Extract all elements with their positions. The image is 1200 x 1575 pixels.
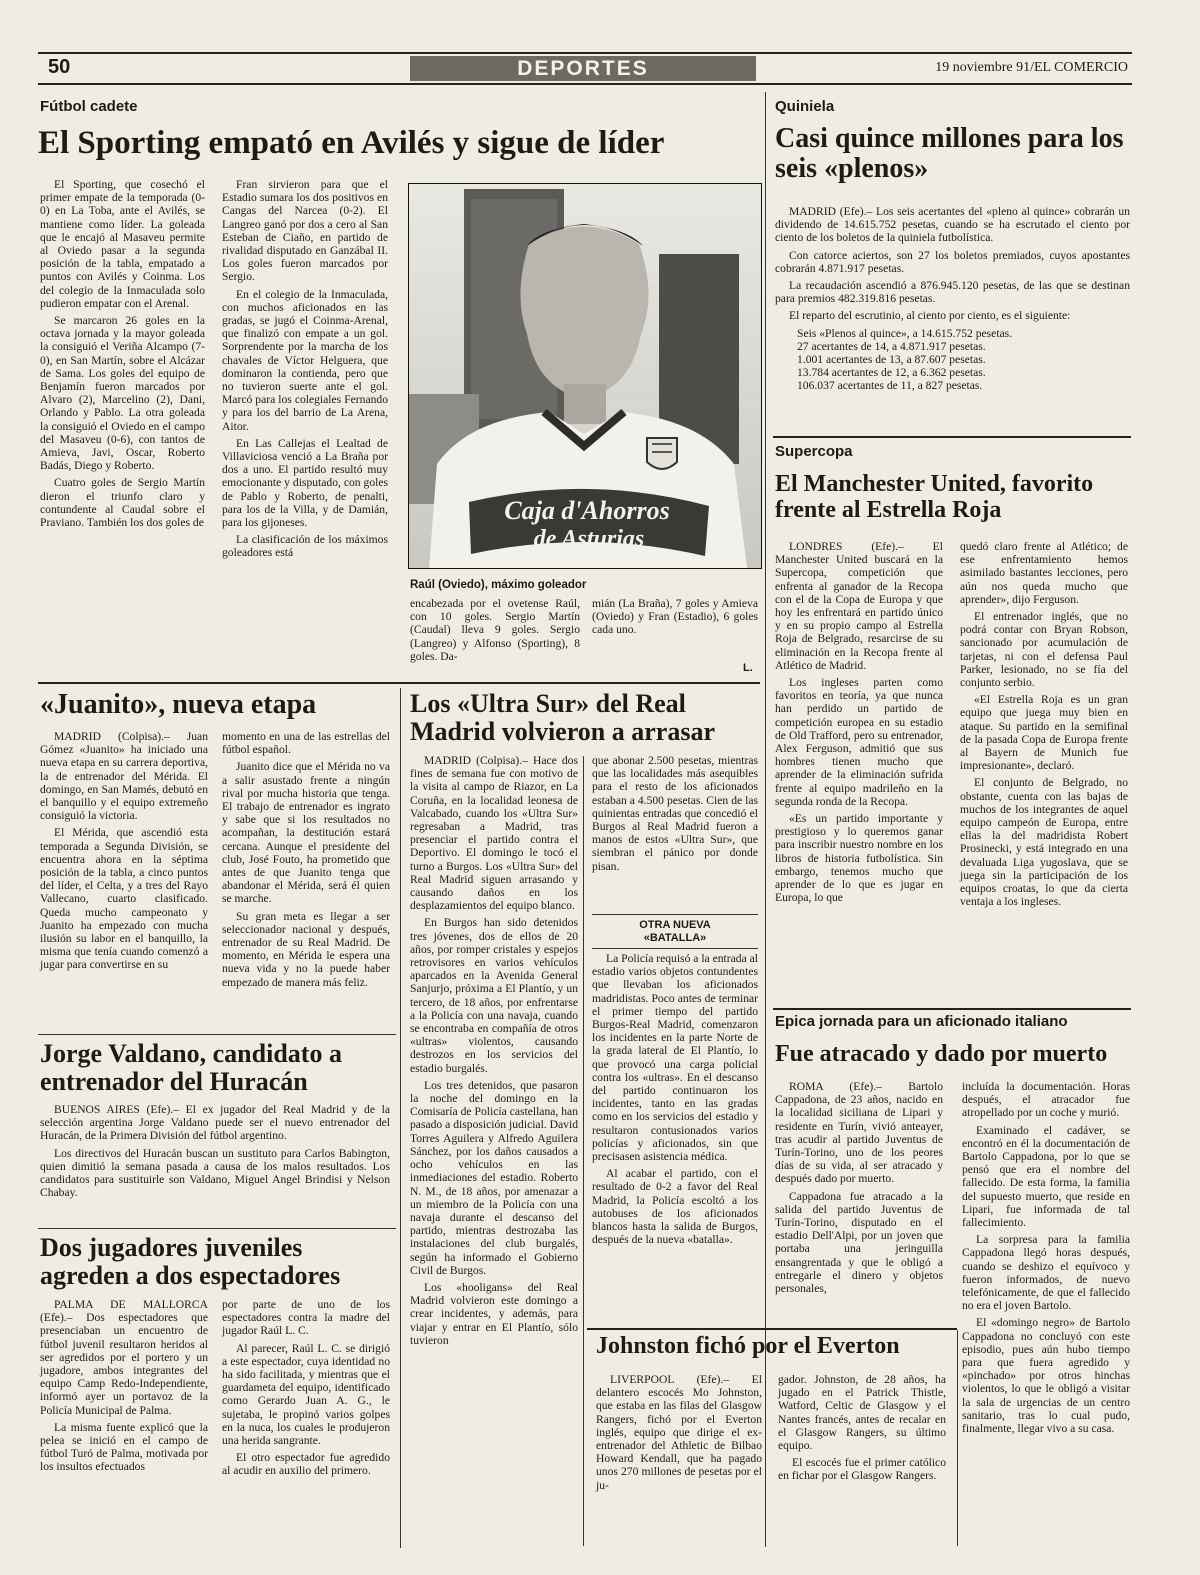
paragraph: Su gran meta es llegar a ser seleccionador nacional y después, entrenador de su Real Madrid. De momento, en Mérida le espera una nueva vida y no la puede haber empezado de manera más feliz. <box>222 909 390 989</box>
paragraph: Cuatro goles de Sergio Martín dieron el triunfo claro y contundente al Caudal sobre el Praviano. También los dos goles de <box>40 476 205 530</box>
paragraph: Juanito dice que el Mérida no va a salir asustado frente a ningún rival por mucha historia que tenga. El trabajo de entrenador es ingrato y sabe que si los resultados no acompañan, la destitución estará cercana. Aunque el presidente del club, José Fouto, ha prometido que antes de que Juanito tenga que abandonar el Mérida, será él quien se marche. <box>222 760 390 906</box>
author-signature: L. <box>743 662 753 674</box>
juanito-col2 <box>222 730 390 993</box>
divider <box>38 682 760 684</box>
player-photo-graphic <box>409 184 761 568</box>
ultrasur-col2-bottom <box>592 952 758 1250</box>
sponsor-text-line2: de Asturias <box>533 526 645 552</box>
roma-headline: Fue atracado y dado por muerto <box>775 1041 1108 1067</box>
paragraph: «Es un partido importante y prestigioso y lo queremos ganar para inscribir nuestro nombre en los libros de historia futbolística. Sin embargo, tenemos mucho que aprender de lo que es jugar en Europa, lo que <box>775 812 943 905</box>
paragraph: La sorpresa para la familia Cappadona llegó horas después, cuando se deshizo el equívoco y fueron informados, de nuevo telefónicamente, de que el fallecido no era el joven Bartolo. <box>962 1233 1130 1313</box>
paragraph: Los directivos del Huracán buscan un sustituto para Carlos Babington, quien dimitió la semana pasada a causa de los malos resultados. Los candidatos para sustituirle son Valdano, Miguel Angel Brindisi y Nelson Chabay. <box>40 1146 390 1200</box>
paragraph: Se marcaron 26 goles en la octava jornada y la mayor goleada la consiguió el Veriña Alcampo (7-0), en San Martín, sobre el Alcázar de Sama. Los goles del equipo de Benjamín fueron marcados por Alvaro (2), Marcelino (2), Dani, Orlando y Pablo. La otra goleada la consiguió el Oviedo en el campo del Masaveu (0-6), con tantos de Amieva, Javi, Oscar, Roberto Badás, Diego y Roberto. <box>40 314 205 473</box>
divider <box>38 1228 396 1229</box>
player-photo <box>408 183 762 569</box>
list-item: Seis «Plenos al quince», a 14.615.752 pesetas. <box>797 326 1013 340</box>
paragraph: El «domingo negro» de Bartolo Cappadona no concluyó con este episodio, pues aún hubo tiempo para que fuera agredido y «pinchado» por otros hinchas violentos, lo que le obligó a visitar la sala de urgencias de un centro sanitario, tras lo cual pudo, finalmente, llegar vivo a su casa. <box>962 1316 1130 1436</box>
supercopa-col2 <box>960 540 1128 912</box>
paragraph: Los «hooligans» del Real Madrid volvieron este domingo a crear incidentes, y además, para viajar y entrar en El Plantío, sólo tuvieron <box>410 1280 578 1347</box>
section-title: DEPORTES <box>410 56 756 81</box>
paragraph: En Las Callejas el Lealtad de Villaviciosa venció a La Braña por dos a uno. El partido resultó muy emocionante y disputado, con goles de Pablo y Roberto, de penalti, para los de la Villa, y de Damián, para los gijoneses. <box>222 436 388 530</box>
paragraph: por parte de uno de los espectadores contra la madre del jugador Raúl L. C. <box>222 1298 390 1338</box>
list-item: 27 acertantes de 14, a 4.871.917 pesetas. <box>797 339 986 353</box>
paragraph: ROMA (Efe).– Bartolo Cappadona, de 23 años, nacido en la localidad siciliana de Lipari y residente en Turín, vivió anteayer, tras acudir al partido Juventus de Turín-Torino, uno de los peores días de su vida, al ser atracado y después dado por muerto. <box>775 1080 943 1186</box>
paragraph: El Sporting, que cosechó el primer empate de la temporada (0-0) en La Toba, ante el Avilés, se mantiene como líder. La goleada que le encajó al Masaveu permite al Oviedo pasar a la segunda posición de la tabla, empatado a puntos con Avilés y Coinma. Los del colegio de la Inmaculada solo pudieron empatar con el Arenal. <box>40 178 205 310</box>
subhead-line: OTRA NUEVA <box>639 919 711 931</box>
column-divider <box>583 756 584 1546</box>
juanito-col1 <box>40 730 208 976</box>
supercopa-headline: El Manchester United, favorito frente al Estrella Roja <box>775 471 1094 523</box>
subhead-line: «BATALLA» <box>643 932 707 944</box>
roma-kicker: Epica jornada para un aficionado italiano <box>775 1013 1068 1030</box>
quiniela-kicker: Quiniela <box>775 98 835 115</box>
paragraph: incluída la documentación. Horas después, el atracador fue atropellado por un coche y murió. <box>962 1080 1130 1120</box>
paragraph: encabezada por el ovetense Raúl, con 10 goles. Sergio Martín (Caudal) lleva 9 goles. Sergio (Langreo) y Alfonso (Sporting), 8 goles. Da- <box>410 597 580 663</box>
paragraph: La recaudación ascendió a 876.945.120 pesetas, de las que se destinan para premios 482.319.816 pesetas. <box>775 279 1130 306</box>
paragraph: LONDRES (Efe).– El Manchester United buscará en la Supercopa, competición que enfrenta al ganador de la Recopa con el de la Copa de Europa y que hoy les enfrentará en partido único y en su propio campo al Estrella Roja de Belgrado, resarcirse de su eliminación en la Recopa frente al Atlético de Madrid. <box>775 540 943 672</box>
paragraph: Al acabar el partido, con el resultado de 0-2 a favor del Real Madrid, la Policía escoltó a los autobuses de los aficionados blancos hasta la salida de Burgos, después de la nueva «batalla». <box>592 1167 758 1247</box>
column-divider <box>400 688 401 1548</box>
divider <box>38 1034 396 1035</box>
futbol-col2 <box>222 178 388 564</box>
ultrasur-headline: Los «Ultra Sur» del Real Madrid volvieron a arrasar <box>410 689 715 747</box>
list-item: 1.001 acertantes de 13, a 87.607 pesetas. <box>797 353 986 367</box>
paragraph: PALMA DE MALLORCA (Efe).– Dos espectadores que presenciaban un encuentro de fútbol juvenil resultaron heridos al ser agredidos por el portero y un jugadore, ambos integrantes del equipo Camp Redo-Independiente, informó ayer un portavoz de la Policía Municipal de Palma. <box>40 1298 208 1417</box>
paragraph: El escocés fue el primer católico en fichar por el Glasgow Rangers. <box>778 1456 946 1483</box>
paragraph: La clasificación de los máximos goleadores está <box>222 533 388 560</box>
futbol-col1 <box>40 178 205 533</box>
quiniela-body <box>775 205 1130 393</box>
quiniela-headline: Casi quince millones para los seis «plenos» <box>775 123 1124 185</box>
divider <box>592 948 758 949</box>
futbol-col3 <box>410 597 580 667</box>
paragraph: Los ingleses parten como favoritos en teoría, ya que nunca han perdido un partido de competición europea en su estadio de Old Trafford, pero su entrenador, Alex Ferguson, admitió que sus hombres tienen mucho que aprender de la eliminación sufrida frente al equipo madrileño en la segunda ronda de la Recopa. <box>775 676 943 808</box>
paragraph: Con catorce aciertos, son 27 los boletos premiados, cuyos apostantes cobrarán 4.871.917 pesetas. <box>775 248 1130 275</box>
header-bottom-rule <box>38 83 1132 85</box>
paragraph: El otro espectador fue agredido al acudir en auxilio del primero. <box>222 1451 390 1478</box>
paragraph: En Burgos han sido detenidos tres jóvenes, dos de ellos de 20 años, por romper cristales y espejos retrovisores en varios vehículos aparcados en la Avenida General Sanjurjo, próxima a El Plantío, y un tercero, de 18 años, por enfrentarse a la Policía con una navaja, cuando se encontraba en compañía de otros «ultras» violentos, causando destrozos en los servicios del estadio burgalés. <box>410 916 578 1075</box>
column-divider <box>957 1330 958 1546</box>
paragraph: mián (La Braña), 7 goles y Amieva (Oviedo) y Fran (Estadio), 6 goles cada uno. <box>592 597 758 637</box>
juveniles-col1 <box>40 1298 208 1478</box>
paragraph: Al parecer, Raúl L. C. se dirigió a este espectador, cuya identidad no ha sido facilitada, y mientras que el guardameta del equipo, identificado como Gerardo Juan A. G., le sujetaba, le propinó varios golpes en la nuca, los cuales le produjeron una herida sangrante. <box>222 1341 390 1448</box>
list-item: 13.784 acertantes de 12, a 6.362 pesetas. <box>797 366 986 380</box>
ultrasur-col2-top <box>592 754 758 877</box>
quiniela-prize-list <box>775 327 1130 393</box>
divider <box>587 1328 957 1330</box>
paragraph: La Policía requisó a la entrada al estadio varios objetos contundentes que llevaban los aficionados madridistas. Poco antes de terminar el primer tiempo del partido Burgos-Real Madrid, comenzaron los incidentes en la parte Norte de la grada lateral de El Plantío, lo que provocó una carga policial contra los «ultras». En el descanso del partido continuaron los incidentes, tanto en las gradas como en los servicios del estadio y resultaron contusionados varios policías y aficionados, sin que precisasen asistencia médica. <box>592 952 758 1164</box>
paragraph: BUENOS AIRES (Efe).– El ex jugador del Real Madrid y de la selección argentina Jorge Valdano puede ser el nuevo entrenador del Huracán, de la Primera División del fútbol argentino. <box>40 1103 390 1143</box>
juveniles-col2 <box>222 1298 390 1482</box>
paragraph: gador. Johnston, de 28 años, ha jugado en el Patrick Thistle, Watford, Celtic de Glasgow y el Nantes francés, antes de recalar en el Glasgow Rangers, su último equipo. <box>778 1373 946 1453</box>
paragraph: quedó claro frente al Atlético; de ese enfrentamiento hemos asimilado bastantes lecciones, pero aún nos queda mucho que aprender», dijo Ferguson. <box>960 540 1128 606</box>
paragraph: El Mérida, que ascendió esta temporada a Segunda División, se encuentra ahora en la séptima posición de la tabla, a cinco puntos del líder, el Celta, y a tres del Rayo Vallecano, cuarto clasificado. Queda mucho campeonato y Juanito ha empezado con mucha ilusión su labor en el banquillo, la misma que tenía cuando comenzó a jugar para convertirse en su <box>40 826 208 972</box>
dateline: 19 noviembre 91/EL COMERCIO <box>935 60 1128 75</box>
paragraph: «El Estrella Roja es un gran equipo que juega muy bien en ataque. Su partido en la semifinal de la pasada Copa de Europa frente al Bayern de Munich fue impresionante», declaró. <box>960 693 1128 773</box>
crest-icon <box>647 438 677 469</box>
photo-caption: Raúl (Oviedo), máximo goleador <box>410 579 587 591</box>
divider <box>773 1008 1131 1010</box>
johnston-headline: Johnston fichó por el Everton <box>596 1333 900 1359</box>
paragraph: MADRID (Colpisa).– Juan Gómez «Juanito» ha iniciado una nueva etapa en su carrera deportiva, la de entrenador del Mérida. El domingo, en San Mamés, debutó en el banquillo y el equipo extremeño consiguió la victoria. <box>40 730 208 823</box>
juanito-headline: «Juanito», nueva etapa <box>40 689 317 720</box>
futbol-col4 <box>592 597 758 641</box>
valdano-headline: Jorge Valdano, candidato a entrenador del Huracán <box>40 1039 342 1097</box>
paragraph: MADRID (Colpisa).– Hace dos fines de semana fue con motivo de la visita al campo de Riazor, en La Coruña, en la localidad leonesa de Valcabado, cuando los «Ultra Sur» regresaban a Madrid, tras presenciar el partido contra el Deportivo. El domingo le tocó el turno a Burgos. Los «Ultra Sur» del Real Madrid siguen arrasando y causando daños en los desplazamientos del equipo blanco. <box>410 754 578 913</box>
paragraph: Examinado el cadáver, se encontró en él la documentación de Bartolo Cappadona, por lo que se pensó que era el nombre del fallecido. De esta forma, la familia del supuesto muerto, que reside en Lipari, fue informada de tal fallecimiento. <box>962 1123 1130 1230</box>
divider <box>773 436 1131 438</box>
ultrasur-subhead <box>592 919 758 945</box>
ultrasur-col1 <box>410 754 578 1351</box>
paragraph: LIVERPOOL (Efe).– El delantero escocés Mo Johnston, que estaba en las filas del Glasgow Rangers, fichó por el Everton inglés, equipo que dirige el ex-entrenador del Athletic de Bilbao Howard Kendall, que ha pagado unos 270 millones de pesetas por el ju- <box>596 1373 762 1492</box>
list-item: 106.037 acertantes de 11, a 827 pesetas. <box>797 379 983 393</box>
futbol-kicker: Fútbol cadete <box>40 98 138 115</box>
paragraph: La misma fuente explicó que la pelea se inició en el campo de fútbol Turó de Palma, motivada por los insultos efectuados <box>40 1420 208 1474</box>
header-top-rule <box>38 52 1132 54</box>
valdano-body <box>40 1103 390 1203</box>
paragraph: que abonar 2.500 pesetas, mientras que las localidades más asequibles para el resto de los aficionados estaban a 4.500 pesetas. Cien de las quinientas entradas que concedió el Burgos al Real Madrid fueron a manos de estos «Ultra Sur», que siembran el pánico por donde pisan. <box>592 754 758 873</box>
futbol-headline: El Sporting empató en Avilés y sigue de líder <box>38 125 665 161</box>
paragraph: Cappadona fue atracado a la salida del partido Juventus de Turín-Torino, disputado en el estadio Dell'Alpi, por un joven que portaba una jeringuilla ensangrentada y que le obligó a entregarle el dinero y objetos personales, <box>775 1189 943 1296</box>
paragraph: MADRID (Efe).– Los seis acertantes del «pleno al quince» cobrarán un dividendo de 14.615.752 pesetas, cuando se ha escrutado el ciento por ciento de los boletos de la quiniela futbolística. <box>775 205 1130 245</box>
paragraph: Los tres detenidos, que pasaron la noche del domingo en la Comisaría de Policía castellana, han pasado a disposición judicial. David Torres Aguilera y Alfredo Aguilera Sánchez, por los daños causados a ocho vehículos en las inmediaciones del estadio. Roberto N. M., de 18 años, por amenazar a un miembro de la Policía con una navaja durante el descanso del partido, mientras destrozaba las instalaciones del club burgalés, según ha informado el Gobierno Civil de Burgos. <box>410 1078 578 1277</box>
johnston-col1 <box>596 1373 762 1496</box>
supercopa-col1 <box>775 540 943 908</box>
paragraph: Fran sirvieron para que el Estadio sumara los dos positivos en Cangas del Narcea (0-2). El Langreo ganó por dos a cero al San Esteban de Ciaño, en partido de rivalidad disputado en Ganzábal II. Los goles fueron marcados por Sergio. <box>222 178 388 284</box>
paragraph: momento en una de las estrellas del fútbol español. <box>222 730 390 757</box>
juveniles-headline: Dos jugadores juveniles agreden a dos espectadores <box>40 1233 341 1291</box>
paragraph: El conjunto de Belgrado, no obstante, cuenta con las bajas de muchos de los integrantes de aquel equipo campeón de Europa, entre ellas la del madridista Robert Prosinecki, y está integrado en una devaluada Liga yugoslava, que se juega sin la participación de los equipos croatas, lo que da cierta ventaja a los ingleses. <box>960 776 1128 909</box>
page-number: 50 <box>48 56 71 78</box>
johnston-col2 <box>778 1373 946 1487</box>
roma-col2 <box>962 1080 1130 1439</box>
paragraph: El entrenador inglés, que no podrá contar con Bryan Robson, sancionado por acumulación de tarjetas, ni con el defensa Paul Parker, lesionado, no se fía del conjunto serbio. <box>960 610 1128 690</box>
divider <box>592 914 758 915</box>
sponsor-text-line1: Caja d'Ahorros <box>504 496 670 525</box>
roma-col1 <box>775 1080 943 1299</box>
paragraph: El reparto del escrutinio, al ciento por ciento, es el siguiente: <box>789 309 1071 323</box>
paragraph: En el colegio de la Inmaculada, con muchos aficionados en las gradas, se jugó el Coinma-Arenal, que finalizó con empate a un gol. Sorprendente por la marcha de los chavales de Víctor Helguera, que dominaron la contienda, pero que no tuvieron suerte ante el gol. Marcó para los colegiales Fernando y para los del barrio de La Arena, Aitor. <box>222 287 388 433</box>
supercopa-kicker: Supercopa <box>775 443 853 460</box>
